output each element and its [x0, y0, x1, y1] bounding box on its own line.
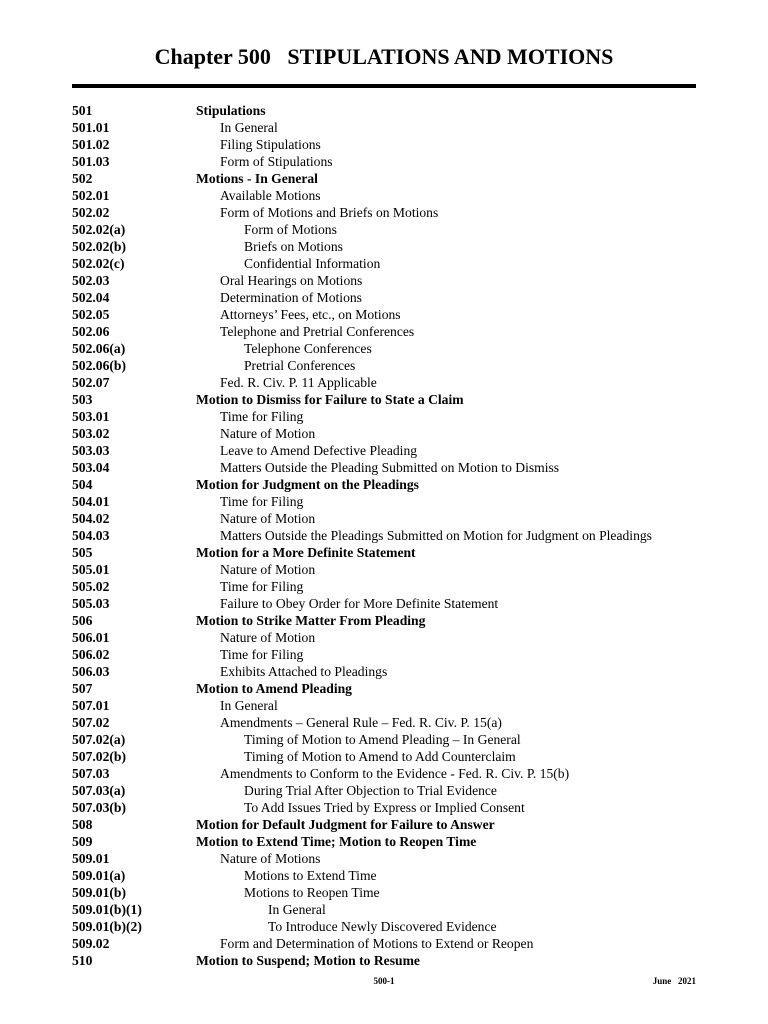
toc-entry [72, 442, 696, 459]
section-number: 509.01(b)(2) [72, 919, 142, 934]
toc-entry [72, 697, 696, 714]
toc-entry [72, 748, 696, 765]
section-title: Form of Motions and Briefs on Motions [220, 205, 439, 220]
section-number: 502.04 [72, 290, 110, 305]
section-title: Motion to Dismiss for Failure to State a Claim [196, 392, 464, 407]
page-number: 500-1 [373, 976, 395, 986]
section-number: 509.01 [72, 851, 110, 866]
toc-entry [72, 578, 696, 595]
toc-entry [72, 102, 696, 119]
section-number: 502.07 [72, 375, 110, 390]
toc-entry [72, 612, 696, 629]
section-number: 503.02 [72, 426, 110, 441]
section-title: Motion for Judgment on the Pleadings [196, 477, 419, 492]
section-number: 503.04 [72, 460, 110, 475]
section-number: 509.02 [72, 936, 110, 951]
section-number: 506.01 [72, 630, 110, 645]
section-title: Telephone and Pretrial Conferences [220, 324, 415, 339]
page-title: Chapter 500 STIPULATIONS AND MOTIONS [154, 44, 614, 69]
section-title: Leave to Amend Defective Pleading [220, 443, 418, 458]
section-number: 504 [72, 477, 93, 492]
section-number: 502.06(b) [72, 358, 126, 373]
section-title: In General [220, 120, 278, 135]
section-title: Time for Filing [220, 647, 304, 662]
section-title: Motion to Extend Time; Motion to Reopen Time [196, 834, 477, 849]
section-number: 507.03(a) [72, 783, 126, 798]
toc-entry [72, 221, 696, 238]
section-title: Amendments – General Rule – Fed. R. Civ. P. 15(a) [220, 715, 502, 730]
toc-entry [72, 289, 696, 306]
footer-date: June 2021 [652, 976, 696, 986]
section-title: Amendments to Conform to the Evidence - Fed. R. Civ. P. 15(b) [220, 766, 570, 781]
toc-entry [72, 459, 696, 476]
toc-entry [72, 425, 696, 442]
section-title: Time for Filing [220, 579, 304, 594]
section-title: Available Motions [220, 188, 321, 203]
section-title: Telephone Conferences [244, 341, 372, 356]
toc-entry [72, 595, 696, 612]
toc-entry [72, 850, 696, 867]
section-number: 502.02 [72, 205, 110, 220]
toc-entry [72, 799, 696, 816]
section-title: Nature of Motion [220, 426, 316, 441]
section-title: Nature of Motion [220, 562, 316, 577]
toc-entry [72, 782, 696, 799]
section-title: Attorneys’ Fees, etc., on Motions [220, 307, 401, 322]
section-title: Matters Outside the Pleading Submitted on Motion to Dismiss [220, 460, 560, 475]
toc-entry [72, 255, 696, 272]
section-title: Failure to Obey Order for More Definite Statement [220, 596, 499, 611]
section-title: Confidential Information [244, 256, 381, 271]
section-title: Matters Outside the Pleadings Submitted on Motion for Judgment on Pleadings [220, 528, 652, 543]
section-number: 505.02 [72, 579, 110, 594]
section-title: Oral Hearings on Motions [220, 273, 363, 288]
toc-entry [72, 544, 696, 561]
toc-entry [72, 170, 696, 187]
section-number: 503.03 [72, 443, 110, 458]
section-title: During Trial After Objection to Trial Evidence [244, 783, 497, 798]
toc-entry [72, 136, 696, 153]
section-title: Stipulations [196, 103, 266, 118]
section-number: 509 [72, 834, 93, 849]
section-number: 504.01 [72, 494, 110, 509]
section-number: 510 [72, 953, 93, 968]
toc-entry [72, 731, 696, 748]
section-title: Form and Determination of Motions to Extend or Reopen [220, 936, 534, 951]
section-number: 502.05 [72, 307, 110, 322]
section-number: 507 [72, 681, 93, 696]
section-number: 507.02(a) [72, 732, 126, 747]
section-number: 505 [72, 545, 93, 560]
toc-entry [72, 952, 696, 969]
section-title: To Introduce Newly Discovered Evidence [268, 919, 497, 934]
section-number: 502.06(a) [72, 341, 126, 356]
section-number: 509.01(a) [72, 868, 126, 883]
section-number: 506.03 [72, 664, 110, 679]
section-number: 507.02(b) [72, 749, 126, 764]
section-title: Exhibits Attached to Pleadings [220, 664, 388, 679]
section-number: 505.03 [72, 596, 110, 611]
section-number: 506 [72, 613, 93, 628]
section-title: Motions - In General [196, 171, 318, 186]
toc-entry [72, 629, 696, 646]
section-number: 506.02 [72, 647, 110, 662]
table-of-contents [72, 102, 696, 969]
toc-entry [72, 833, 696, 850]
section-title: Determination of Motions [220, 290, 362, 305]
section-number: 503.01 [72, 409, 110, 424]
toc-entry [72, 357, 696, 374]
section-number: 502.06 [72, 324, 110, 339]
toc-entry [72, 646, 696, 663]
section-number: 505.01 [72, 562, 110, 577]
section-title: In General [268, 902, 326, 917]
section-title: Nature of Motion [220, 511, 316, 526]
section-title: Nature of Motion [220, 630, 316, 645]
toc-entry [72, 901, 696, 918]
toc-entry [72, 323, 696, 340]
section-number: 502.01 [72, 188, 110, 203]
section-title: Briefs on Motions [244, 239, 343, 254]
section-number: 502 [72, 171, 93, 186]
section-title: Nature of Motions [220, 851, 321, 866]
toc-entry [72, 119, 696, 136]
section-number: 507.02 [72, 715, 110, 730]
section-number: 507.03 [72, 766, 110, 781]
section-number: 509.01(b)(1) [72, 902, 142, 917]
section-number: 509.01(b) [72, 885, 126, 900]
section-number: 502.02(a) [72, 222, 126, 237]
section-title: In General [220, 698, 278, 713]
toc-entry [72, 527, 696, 544]
toc-entry [72, 918, 696, 935]
section-number: 502.03 [72, 273, 110, 288]
section-number: 508 [72, 817, 93, 832]
toc-entry [72, 867, 696, 884]
toc-entry [72, 816, 696, 833]
section-number: 504.03 [72, 528, 110, 543]
toc-entry [72, 561, 696, 578]
section-number: 507.01 [72, 698, 110, 713]
section-title: Motion to Strike Matter From Pleading [196, 613, 426, 628]
section-number: 502.02(c) [72, 256, 125, 271]
section-title: Motion for a More Definite Statement [196, 545, 416, 560]
toc-entry [72, 306, 696, 323]
toc-entry [72, 153, 696, 170]
section-title: Time for Filing [220, 494, 304, 509]
section-title: Motion to Suspend; Motion to Resume [196, 953, 420, 968]
toc-entry [72, 238, 696, 255]
section-number: 503 [72, 392, 93, 407]
section-title: Pretrial Conferences [244, 358, 356, 373]
toc-entry [72, 187, 696, 204]
toc-entry [72, 510, 696, 527]
section-title: Fed. R. Civ. P. 11 Applicable [220, 375, 377, 390]
section-title: Motion to Amend Pleading [196, 681, 352, 696]
section-number: 501.01 [72, 120, 110, 135]
section-title: Form of Motions [244, 222, 337, 237]
section-number: 501 [72, 103, 93, 118]
section-title: Time for Filing [220, 409, 304, 424]
section-number: 501.02 [72, 137, 110, 152]
section-title: Timing of Motion to Amend Pleading – In General [244, 732, 521, 747]
section-title: Motions to Extend Time [244, 868, 377, 883]
toc-entry [72, 340, 696, 357]
toc-entry [72, 884, 696, 901]
section-number: 507.03(b) [72, 800, 126, 815]
section-title: Filing Stipulations [220, 137, 321, 152]
toc-entry [72, 663, 696, 680]
section-title: Timing of Motion to Amend to Add Counterclaim [244, 749, 516, 764]
title-rule [72, 84, 696, 88]
section-title: Motions to Reopen Time [244, 885, 380, 900]
section-title: Form of Stipulations [220, 154, 333, 169]
section-title: Motion for Default Judgment for Failure to Answer [196, 817, 495, 832]
section-number: 504.02 [72, 511, 110, 526]
toc-entry [72, 714, 696, 731]
toc-entry [72, 680, 696, 697]
section-number: 502.02(b) [72, 239, 126, 254]
toc-entry [72, 204, 696, 221]
toc-entry [72, 374, 696, 391]
toc-entry [72, 765, 696, 782]
toc-entry [72, 272, 696, 289]
section-number: 501.03 [72, 154, 110, 169]
toc-entry [72, 391, 696, 408]
toc-entry [72, 493, 696, 510]
section-title: To Add Issues Tried by Express or Implied Consent [244, 800, 525, 815]
toc-entry [72, 476, 696, 493]
toc-entry [72, 408, 696, 425]
toc-entry [72, 935, 696, 952]
